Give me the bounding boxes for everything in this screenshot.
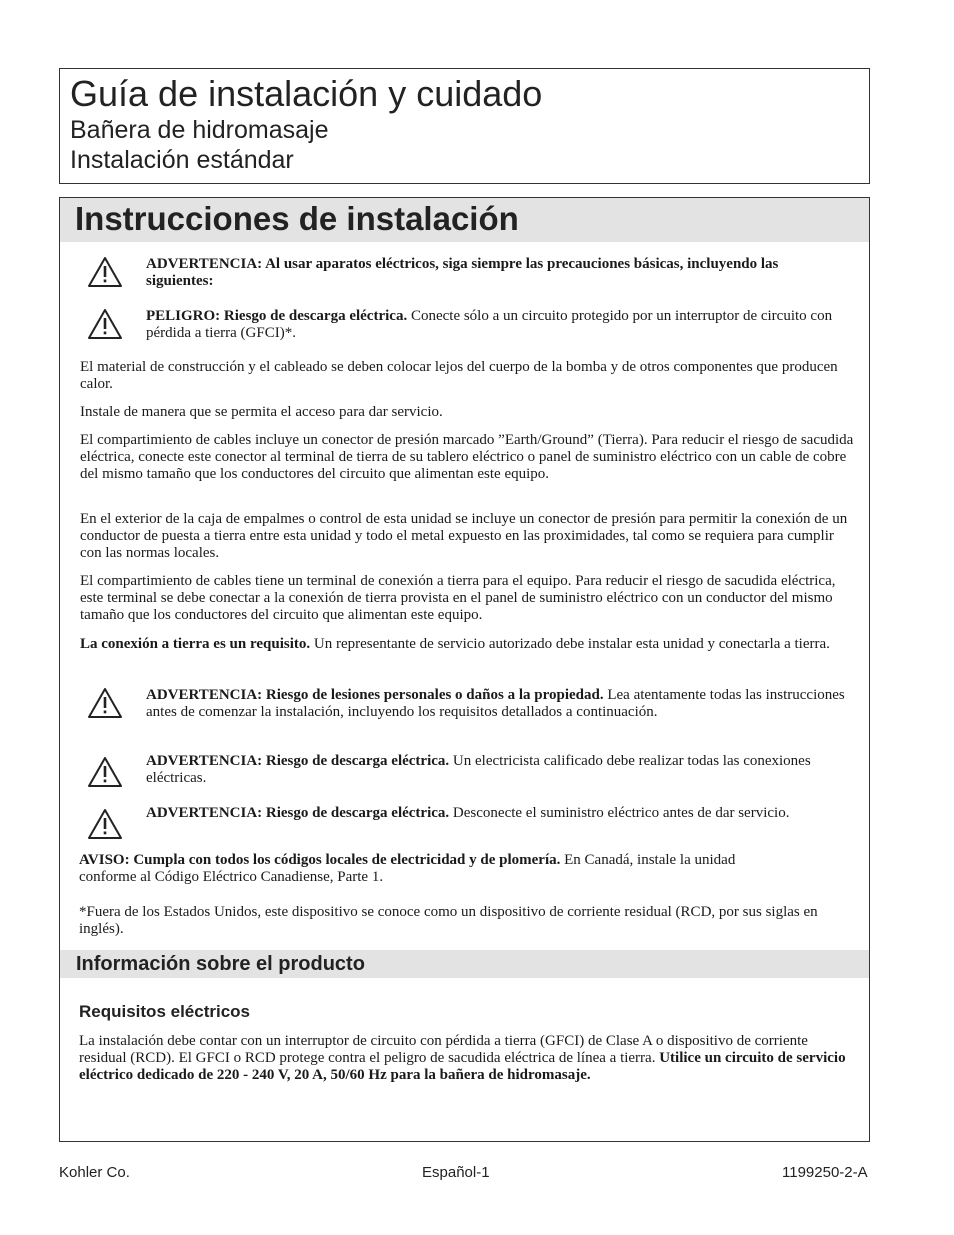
warning-label: ADVERTENCIA: Al usar aparatos eléctricos, siga siempre las precauciones básicas, incluyendo las siguientes: xyxy=(146,256,779,289)
grounding-required-label: La conexión a tierra es un requisito. xyxy=(80,636,311,652)
footnote-rcd: *Fuera de los Estados Unidos, este dispositivo se conoce como un dispositivo de corriente residual (RCD, por sus siglas en inglés). xyxy=(79,904,818,937)
warning-label: PELIGRO: Riesgo de descarga eléctrica. xyxy=(146,308,408,324)
warning-triangle-icon xyxy=(87,308,123,340)
paragraph-service-access: Instale de manera que se permita el acceso para dar servicio. xyxy=(80,404,443,420)
subsection-title-electrical: Requisitos eléctricos xyxy=(79,1002,251,1021)
paragraph-bonding-connector: En el exterior de la caja de empalmes o control de esta unidad se incluye un conector de presión para permitir la conexión de un conductor de puesta a tierra entre esta unidad y todo el metal expuesto en las proximidades, tal como se requiera para cumplir con las normas locales. xyxy=(80,511,848,561)
section-title-product-info: Información sobre el producto xyxy=(60,950,869,978)
warning-label: ADVERTENCIA: Riesgo de descarga eléctrica. xyxy=(146,753,450,769)
warning-text: Desconecte el suministro eléctrico antes de dar servicio. xyxy=(449,805,790,821)
warning-triangle-icon xyxy=(87,256,123,288)
installation-content xyxy=(59,197,870,1142)
warning-triangle-icon xyxy=(87,687,123,719)
footer-document-code: 1199250-2-A xyxy=(782,1164,868,1181)
footer-page-number: Español-1 xyxy=(422,1164,490,1181)
warning-text: Un electricista calificado debe realizar todas las conexiones eléctricas. xyxy=(146,753,811,786)
grounding-required-text: Un representante de servicio autorizado debe instalar esta unidad y conectarla a tierra. xyxy=(310,636,830,652)
paragraph-wiring-placement: El material de construcción y el cableado se deben colocar lejos del cuerpo de la bomba y de otros componentes que producen calor. xyxy=(80,359,838,392)
warning-label: ADVERTENCIA: Riesgo de descarga eléctrica. xyxy=(146,805,450,821)
electrical-requirements-text: La instalación debe contar con un interruptor de circuito con pérdida a tierra (GFCI) de Clase A o dispositivo de corriente residual (RCD). El GFCI o RCD protege contra el peligro de sacudida eléctrica de línea a tierra. xyxy=(79,1033,808,1066)
warning-triangle-icon xyxy=(87,808,123,840)
footer-company: Kohler Co. xyxy=(59,1164,130,1181)
document-subtitle-type: Instalación estándar xyxy=(70,146,294,174)
warning-text: Lea atentamente todas las instrucciones antes de comenzar la instalación, incluyendo los requisitos detallados a continuación. xyxy=(146,687,845,720)
paragraph-electrical-requirements xyxy=(79,1033,854,1084)
warning-triangle-icon xyxy=(87,756,123,788)
document-title: Guía de instalación y cuidado xyxy=(70,73,543,114)
warning-label: ADVERTENCIA: Riesgo de lesiones personales o daños a la propiedad. xyxy=(146,687,604,703)
notice-local-codes xyxy=(79,852,779,886)
notice-label: AVISO: Cumpla con todos los códigos locales de electricidad y de plomería. xyxy=(79,852,561,868)
notice-text: En Canadá, instale la unidad conforme al Código Eléctrico Canadiense, Parte 1. xyxy=(79,852,736,885)
paragraph-earth-ground-connector: El compartimiento de cables incluye un conector de presión marcado ”Earth/Ground” (Tierra). Para reducir el riesgo de sacudida eléctrica, conecte este conector al terminal de tierra de su tablero eléctrico o panel de suministro eléctrico con un cable de cobre del mismo tamaño que los conductores del circuito que alimentan este equipo. xyxy=(80,432,854,482)
warning-text: Conecte sólo a un circuito protegido por un interruptor de circuito con pérdida a tierra (GFCI)*. xyxy=(146,308,833,341)
paragraph-grounding-required xyxy=(80,636,855,653)
paragraph-grounding-terminal: El compartimiento de cables tiene un terminal de conexión a tierra para el equipo. Para reducir el riesgo de sacudida eléctrica, este terminal se debe conectar a la conexión de tierra provista en el panel de suministro eléctrico con un conductor del mismo tamaño que los conductores del circuito que alimentan este equipo. xyxy=(80,573,836,623)
document-title-box xyxy=(59,68,870,184)
section-title-installation: Instrucciones de instalación xyxy=(60,198,869,242)
electrical-requirements-bold: Utilice un circuito de servicio eléctrico dedicado de 220 - 240 V, 20 A, 50/60 Hz para la bañera de hidromasaje. xyxy=(79,1050,846,1083)
document-subtitle-product: Bañera de hidromasaje xyxy=(70,116,329,144)
